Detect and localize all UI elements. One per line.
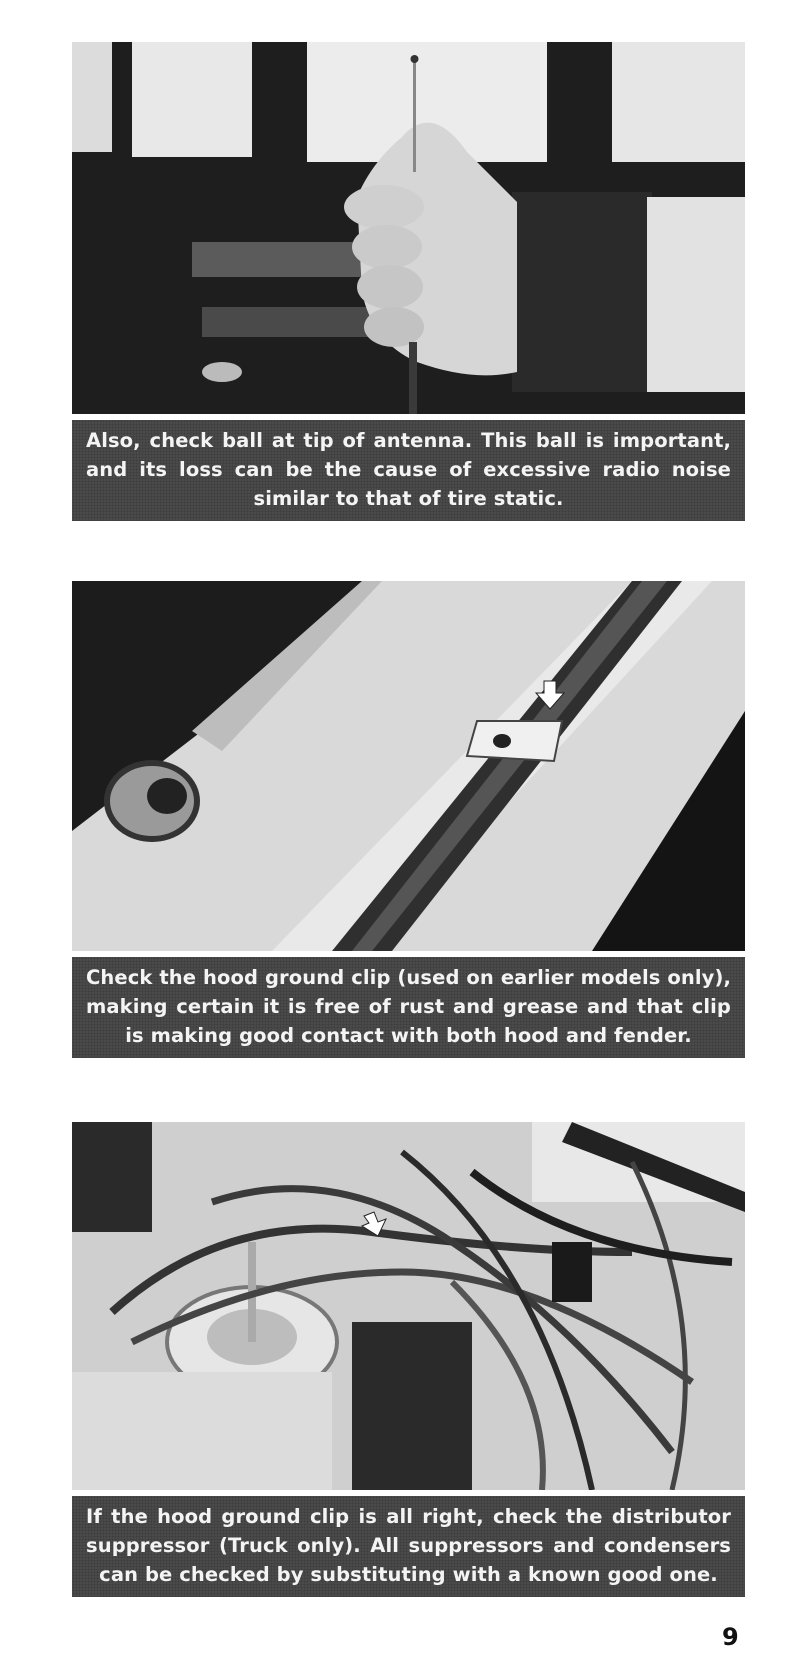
photo-hood-ground-clip	[72, 581, 745, 951]
caption-hood-ground-clip	[72, 957, 745, 1058]
panel-hood-ground-clip	[72, 581, 745, 1058]
caption-distributor-suppressor	[72, 1496, 745, 1597]
photo-antenna-ball	[72, 42, 745, 414]
engine-photo-illustration	[72, 1122, 745, 1490]
photo-distributor-suppressor	[72, 1122, 745, 1490]
caption-line: Also, check ball at tip of antenna. This ball is important,	[86, 429, 731, 452]
caption-line: suppressor (Truck only). All suppressors and condensers	[86, 1534, 731, 1557]
page-number: 9	[722, 1623, 739, 1651]
antenna-photo-illustration	[72, 42, 745, 414]
caption-line: similar to that of tire static.	[253, 487, 564, 510]
caption-line: making certain it is free of rust and grease and that clip	[86, 995, 731, 1018]
caption-line: can be checked by substituting with a known good one.	[99, 1563, 718, 1586]
caption-line: Check the hood ground clip (used on earlier models only),	[86, 966, 731, 989]
caption-line: and its loss can be the cause of excessive radio noise	[86, 458, 731, 481]
caption-line: is making good contact with both hood and fender.	[125, 1024, 692, 1047]
hood-clip-photo-illustration	[72, 581, 745, 951]
panel-distributor-suppressor	[72, 1122, 745, 1597]
caption-line: If the hood ground clip is all right, check the distributor	[86, 1505, 731, 1528]
caption-antenna	[72, 420, 745, 521]
panel-antenna	[72, 42, 745, 521]
